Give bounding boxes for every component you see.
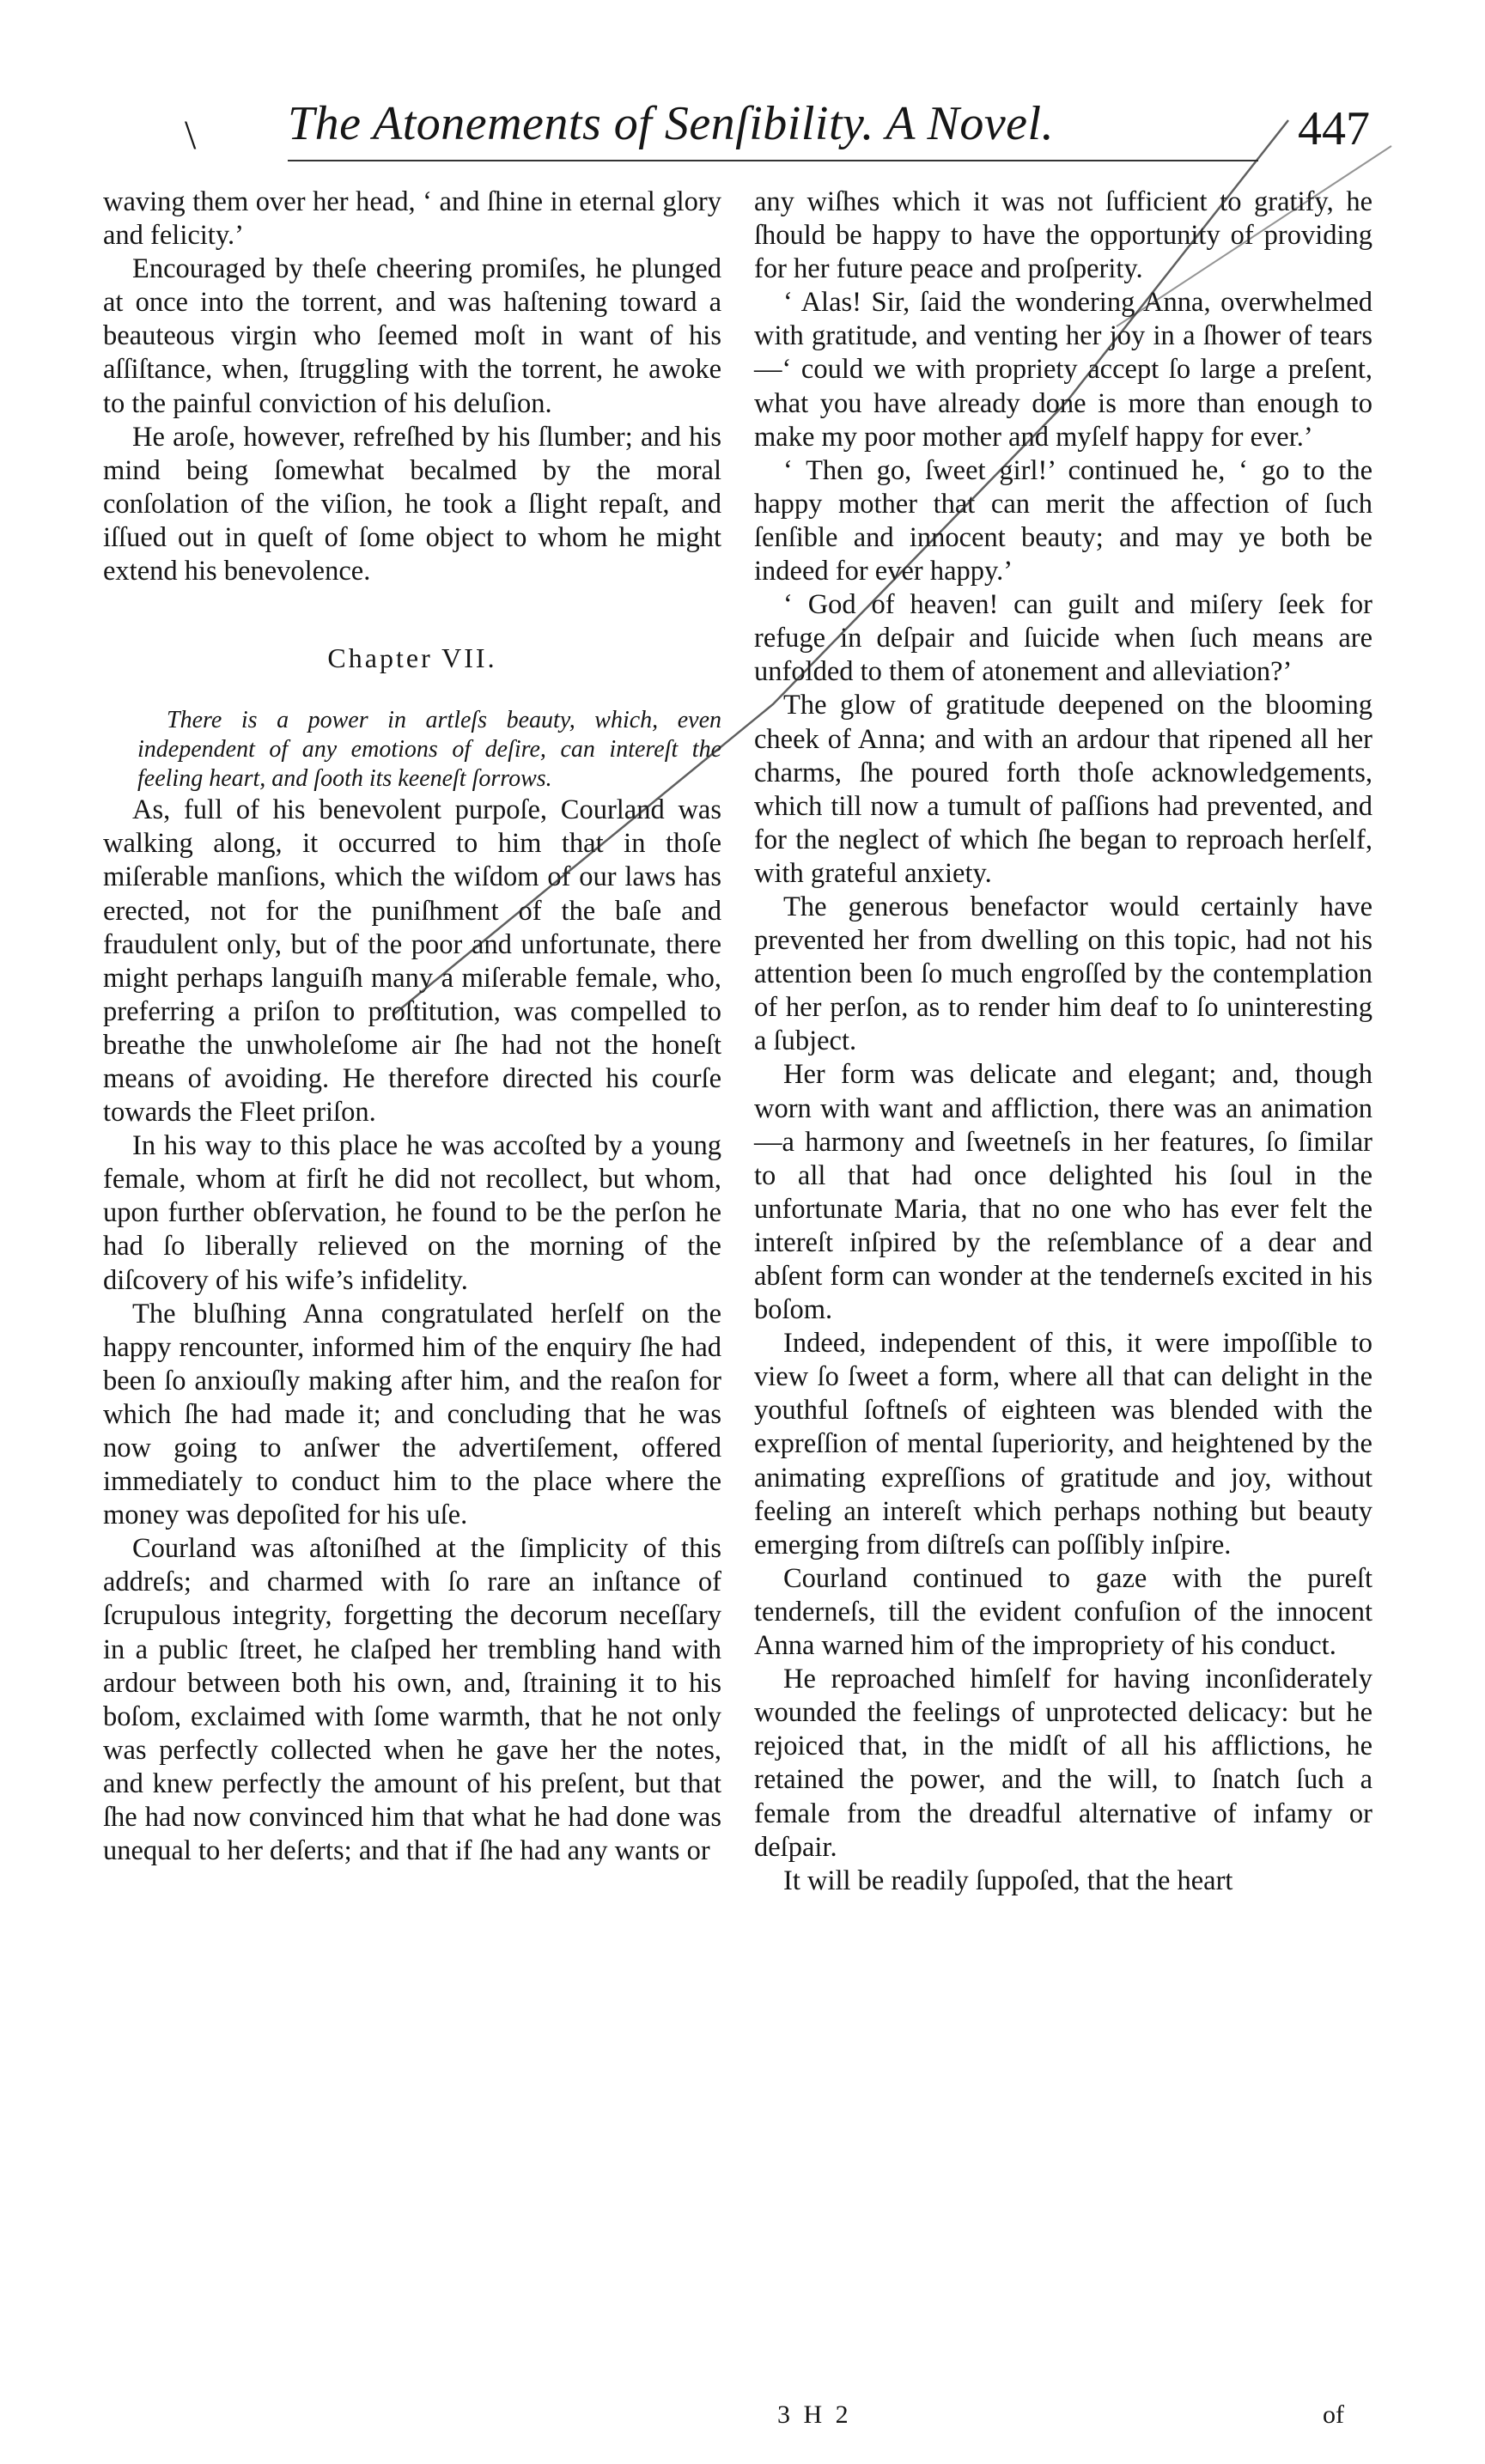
paragraph: He aroſe, however, refreſhed by his ſlumber; and his mind being ſomewhat becalmed by the moral conſolation of the viſion, he took a ſlight repaſt, and iſſued out in queſt of ſome object to whom he might extend his benevolence. xyxy=(103,421,721,587)
paragraph: Her form was delicate and elegant; and, though worn with want and affliction, there was an animation—a harmony and ſweetneſs in her features, ſo ſimilar to all that had once delighted his ſoul in the unfortunate Maria, that no one who has ever felt the intereſt inſpired by the reſemblance of a dear and abſent form can wonder at the tenderneſs excited in his boſom. xyxy=(754,1059,1372,1326)
paragraph: He reproached himſelf for having inconſiderately wounded the feelings of unprotected delicacy: but he rejoiced that, in the midſt of all his afflictions, he retained the power, and the will, to ſnatch ſuch a female from the dreadful alternative of infamy or deſpair. xyxy=(754,1664,1372,1863)
catchword: of xyxy=(1323,2400,1344,2429)
chapter-argument: There is a power in artleſs beauty, which, even independent of any emotions of deſire, can intereſt the feeling heart, and ſooth its keeneſt ſorrows. xyxy=(137,707,721,793)
paragraph: ‘ Then go, ſweet girl!’ continued he, ‘ go to the happy mother that can merit the affection of ſuch ſenſible and innocent beauty; and may ye both be indeed for ever happy.’ xyxy=(754,454,1372,587)
header-mark: \ xyxy=(185,113,197,158)
running-header xyxy=(185,96,1387,173)
paragraph: waving them over her head, ‘ and ſhine in eternal glory and felicity.’ xyxy=(103,186,721,252)
left-column xyxy=(103,186,721,1868)
paragraph: In his way to this place he was accoſted by a young female, whom at firſt he did not recollect, but whom, upon further obſervation, he found to be the perſon he had ſo liberally relieved on the morning of the diſcovery of his wife’s infidelity. xyxy=(103,1130,721,1296)
paragraph: The generous benefactor would certainly have prevented her from dwelling on this topic, had not his attention been ſo much engroſſed by the contemplation of her perſon, as to render him deaf to ſo uninteresting a ſubject. xyxy=(754,891,1372,1057)
paragraph: As, full of his benevolent purpoſe, Courland was walking along, it occurred to him that in thoſe miſerable manſions, which the wiſdom of our laws has erected, not for the puniſhment of the baſe and fraudulent only, but of the poor and unfortunate, there might perhaps languiſh many a miſerable female, who, preferring a priſon to proſtitution, was compelled to breathe the unwholeſome air ſhe had not the honeſt means of avoiding. He therefore directed his courſe towards the Fleet priſon. xyxy=(103,794,721,1129)
header-rule xyxy=(288,160,1258,161)
paragraph: Encouraged by theſe cheering promiſes, he plunged at once into the torrent, and was haſtening toward a beauteous virgin who ſeemed moſt in want of his aſſiſtance, when, ſtruggling with the torrent, he awoke to the painful conviction of his deluſion. xyxy=(103,253,721,419)
page-number: 447 xyxy=(1298,102,1370,155)
paragraph: any wiſhes which it was not ſufficient to gratify, he ſhould be happy to have the opportunity of providing for her future peace and proſperity. xyxy=(754,186,1372,285)
paragraph: Courland continued to gaze with the pureſt tenderneſs, till the evident confuſion of the innocent Anna warned him of the impropriety of his conduct. xyxy=(754,1562,1372,1662)
right-column xyxy=(754,186,1372,1898)
paragraph: Indeed, independent of this, it were impoſſible to view ſo ſweet a form, where all that can delight in the youthful ſoftneſs of eighteen was blended with the expreſſion of mental ſuperiority, and heightened by the animating expreſſions of gratitude and joy, without feeling an intereſt which perhaps nothing but beauty emerging from diſtreſs can poſſibly inſpire. xyxy=(754,1328,1372,1561)
paragraph: ‘ Alas! Sir, ſaid the wondering Anna, overwhelmed with gratitude, and venting her joy in a ſhower of tears—‘ could we with propriety accept ſo large a preſent, what you have already done is more than enough to make my poor mother and myſelf happy for ever.’ xyxy=(754,287,1372,453)
signature-mark: 3 H 2 xyxy=(777,2400,852,2429)
running-title: The Atonements of Senſibility. A Novel. xyxy=(288,97,1055,150)
paragraph: Courland was aſtoniſhed at the ſimplicity of this addreſs; and charmed with ſo rare an inſtance of ſcrupulous integrity, forgetting the decorum neceſſary in a public ſtreet, he claſped her trembling hand with ardour between both his own, and, ſtraining it to his boſom, exclaimed with ſome warmth, that he not only was perfectly collected when he gave her the notes, and knew perfectly the amount of his preſent, but that ſhe had now convinced him that what he had done was unequal to her deſerts; and that if ſhe had any wants or xyxy=(103,1533,721,1867)
paragraph: The glow of gratitude deepened on the blooming cheek of Anna; and with an ardour that ripened all her charms, ſhe poured forth thoſe acknowledgements, which till now a tumult of paſſions had prevented, and for the neglect of which ſhe began to reproach herſelf, with grateful anxiety. xyxy=(754,690,1372,889)
paragraph: ‘ God of heaven! can guilt and miſery ſeek for refuge in deſpair and ſuicide when ſuch means are unfolded to them of atonement and alleviation?’ xyxy=(754,589,1372,688)
paragraph: It will be readily ſuppoſed, that the heart xyxy=(783,1865,1233,1896)
paragraph: The bluſhing Anna congratulated herſelf on the happy rencounter, informed him of the enquiry ſhe had been ſo anxiouſly making after him, and the reaſon for which ſhe had made it; and concluding that he was now going to anſwer the advertiſement, offered immediately to conduct him to the place where the money was depoſited for his uſe. xyxy=(103,1298,721,1531)
chapter-heading: Chapter VII. xyxy=(327,642,497,674)
